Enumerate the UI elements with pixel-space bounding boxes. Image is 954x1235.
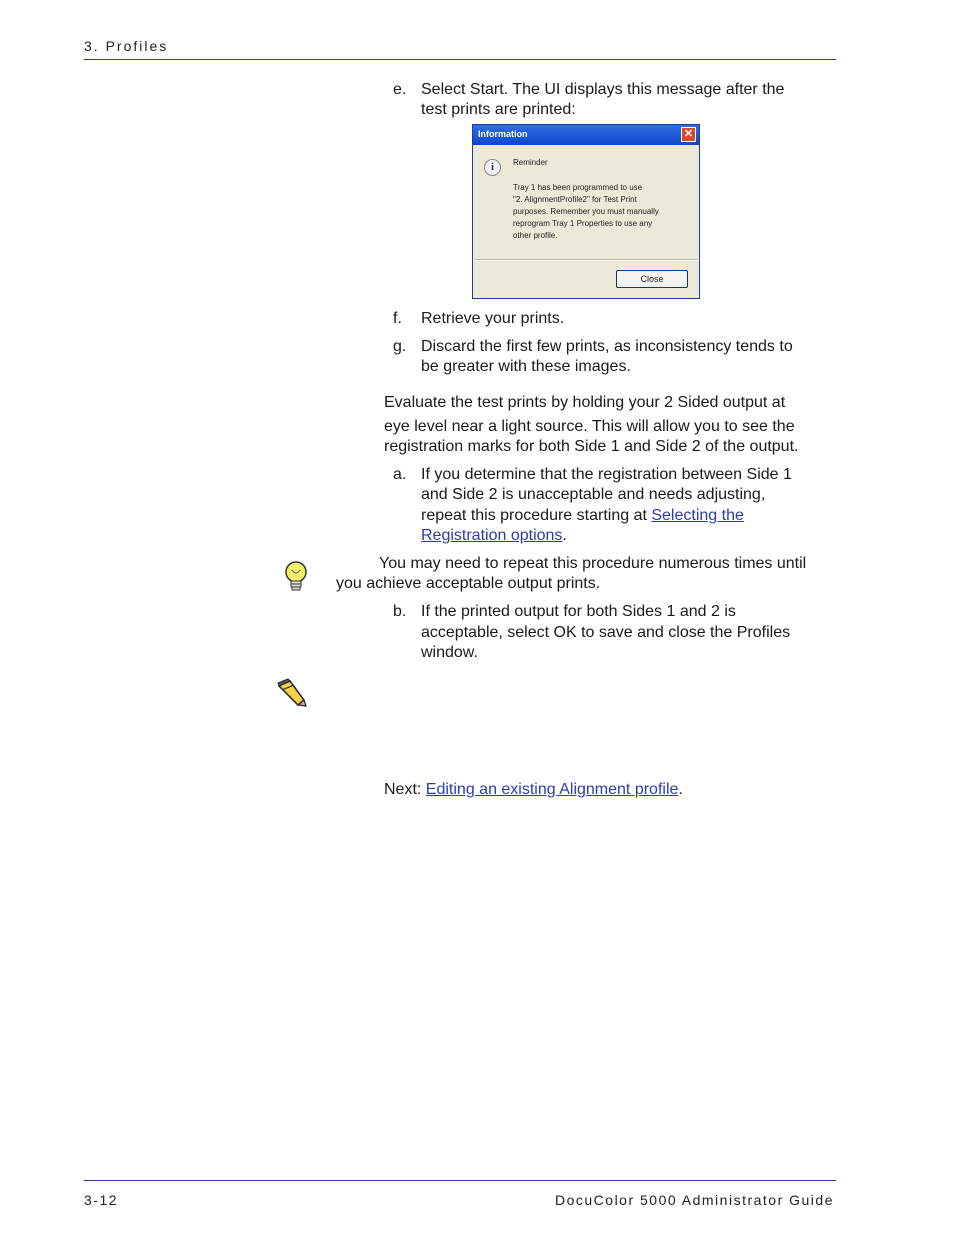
- step-a-line1: If you determine that the registration between Side 1: [421, 466, 792, 483]
- next-period: .: [678, 781, 683, 798]
- section-header: 3. Profiles: [84, 38, 169, 54]
- step-b-line3: window.: [421, 644, 478, 661]
- next-line: [384, 780, 683, 800]
- dialog-line: "2. AlignmentProfile2" for Test Print: [513, 195, 637, 204]
- tip-line1: You may need to repeat this procedure numerous times until: [379, 555, 807, 572]
- dialog-line: other profile.: [513, 231, 558, 240]
- evaluate-line3: registration marks for both Side 1 and Side 2 of the output.: [384, 438, 799, 455]
- selecting-registration-link-cont[interactable]: Registration options: [421, 527, 563, 544]
- evaluate-line1: Evaluate the test prints by holding your 2 Sided output at: [384, 394, 786, 411]
- close-button[interactable]: Close: [616, 270, 688, 288]
- tip-line2: you achieve acceptable output prints.: [336, 575, 601, 592]
- dialog-line: purposes. Remember you must manually: [513, 207, 659, 216]
- step-e-line2: test prints are printed:: [421, 101, 576, 118]
- step-e-marker: e.: [393, 81, 407, 98]
- next-label: Next:: [384, 781, 426, 798]
- step-a-line2: and Side 2 is unacceptable and needs adjusting,: [421, 486, 766, 503]
- header-rule: [84, 59, 836, 60]
- dialog-title: Information: [478, 129, 528, 139]
- dialog-line: reprogram Tray 1 Properties to use any: [513, 219, 653, 228]
- dialog-titlebar: [473, 125, 699, 145]
- step-f-text: Retrieve your prints.: [421, 310, 565, 327]
- guide-title: DocuColor 5000 Administrator Guide: [554, 1192, 834, 1208]
- footer-rule: [84, 1180, 836, 1181]
- step-g-marker: g.: [393, 338, 407, 355]
- editing-alignment-profile-link[interactable]: Editing an existing Alignment profile: [425, 781, 679, 798]
- dialog-separator: [475, 259, 697, 261]
- step-g-line1: Discard the first few prints, as inconsistency tends to: [421, 338, 793, 355]
- step-b-marker: b.: [393, 603, 407, 620]
- step-a-line3-text: repeat this procedure starting at: [421, 507, 652, 524]
- lightbulb-icon: [283, 560, 309, 594]
- info-icon: i: [484, 159, 501, 176]
- step-g-line2: be greater with these images.: [421, 358, 631, 375]
- step-a-line3: [421, 506, 744, 526]
- dialog-line: Tray 1 has been programmed to use: [513, 183, 643, 192]
- step-e-line1: Select Start. The UI displays this message after the: [421, 81, 785, 98]
- step-b-line2: acceptable, select OK to save and close the Profiles: [421, 624, 791, 641]
- information-dialog: [472, 124, 700, 299]
- dialog-heading: Reminder: [513, 158, 548, 167]
- selecting-registration-link[interactable]: Selecting the: [651, 507, 744, 524]
- step-a-marker: a.: [393, 466, 407, 483]
- evaluate-line2: eye level near a light source. This will allow you to see the: [384, 418, 795, 435]
- page-number: 3-12: [84, 1192, 119, 1208]
- pencil-note-icon: [276, 678, 308, 708]
- close-icon[interactable]: ✕: [681, 127, 696, 142]
- step-a-line4: [421, 526, 567, 546]
- step-b-line1: If the printed output for both Sides 1 and 2 is: [421, 603, 736, 620]
- step-a-period: .: [562, 527, 567, 544]
- step-f-marker: f.: [393, 310, 402, 327]
